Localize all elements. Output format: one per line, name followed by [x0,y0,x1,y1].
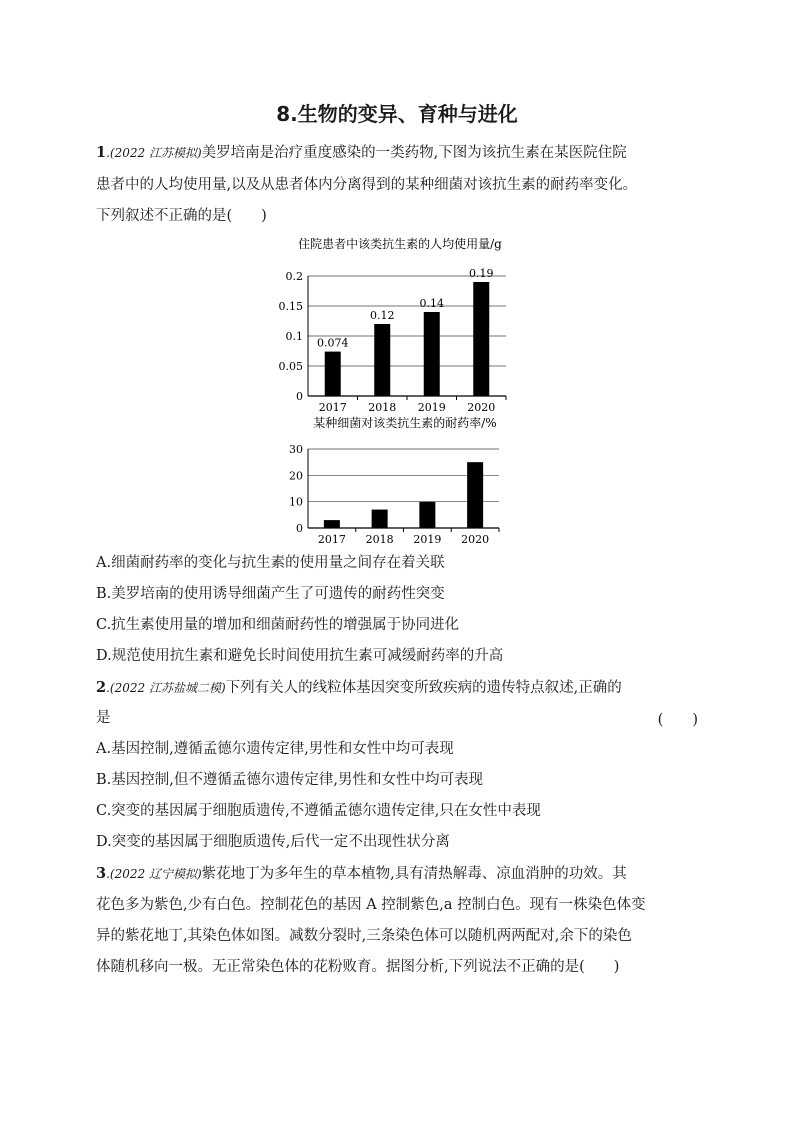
q2-line-1 [96,678,622,698]
chart2-xtick-label: 2019 [413,533,442,546]
q2-stem-1: 下列有关人的线粒体基因突变所致疾病的遗传特点叙述,正确的 [225,680,622,696]
q2-source: .(2022 江苏盐城二模) [106,681,226,695]
chart1-xtick-label: 2019 [417,401,446,414]
chart2-xtick-label: 2018 [365,533,394,546]
chart2-ytick-label: 20 [289,469,303,483]
q1-option-c: C.抗生素使用量的增加和细菌耐药性的增强属于协同进化 [96,617,460,633]
chart2-xtick-label: 2017 [317,533,346,546]
chart2-bar [324,520,340,528]
page-title: 8.生物的变异、育种与进化 [276,102,518,126]
q2-option-d: D.突变的基因属于细胞质遗传,后代一定不出现性状分离 [96,834,450,850]
q1-option-d: D.规范使用抗生素和避免长时间使用抗生素可减缓耐药率的升高 [96,648,504,664]
chart2-bar [419,502,435,528]
chart1-xtick-label: 2020 [467,401,496,414]
chart1-ytick-label: 0.15 [278,300,303,313]
chart1-ytick-label: 0.05 [278,360,303,373]
usage-bar-chart [270,230,540,415]
q3-stem-4: 体随机移向一极。无正常染色体的花粉败育。据图分析,下列说法不正确的是( ) [96,959,620,975]
q1-stem-2: 患者中的人均使用量,以及从患者体内分离得到的某种细菌对该抗生素的耐药率变化。 [96,177,638,193]
chart2-bar [467,462,483,528]
q3-line-1 [96,864,627,884]
chart1-data-label: 0.19 [469,267,494,280]
q2-number: 2 [96,679,107,696]
q1-option-b: B.美罗培南的使用诱导细菌产生了可遗传的耐药性突变 [96,586,445,602]
chart1-bar [473,282,489,396]
q1-line-1 [96,143,627,163]
q2-option-b: B.基因控制,但不遵循孟德尔遗传定律,男性和女性中均可表现 [96,772,483,788]
q2-option-c: C.突变的基因属于细胞质遗传,不遵循孟德尔遗传定律,只在女性中表现 [96,803,541,819]
chart1-bar [325,352,341,396]
q3-source: .(2022 辽宁模拟) [106,867,202,881]
q1-stem-3: 下列叙述不正确的是( ) [96,208,267,224]
chart1-data-label: 0.074 [317,336,349,350]
chart1-ytick-label: 0 [296,390,303,403]
q2-answer-paren: ( ) [657,712,698,728]
chart1-bar [374,324,390,396]
q1-stem-1: 美罗培南是治疗重度感染的一类药物,下图为该抗生素在某医院住院 [201,145,627,161]
chart1-xtick-label: 2018 [368,401,397,414]
chart1-ytick-label: 0.1 [285,330,303,343]
q1-source: .(2022 江苏模拟) [106,146,202,160]
chart1-ytick-label: 0.2 [285,270,303,283]
q2-option-a: A.基因控制,遵循孟德尔遗传定律,男性和女性中均可表现 [96,741,454,757]
q3-stem-2: 花色多为紫色,少有白色。控制花色的基因 A 控制紫色,a 控制白色。现有一株染色体变 [96,897,646,913]
q3-stem-1: 紫花地丁为多年生的草本植物,具有清热解毒、凉血消肿的功效。其 [201,866,627,882]
chart2-bar [372,510,388,528]
chart2-xtick-label: 2020 [461,533,490,546]
chart1-data-label: 0.14 [419,297,444,310]
chart1-xtick-label: 2017 [318,401,347,414]
q1-option-a: A.细菌耐药率的变化与抗生素的使用量之间存在着关联 [96,555,445,571]
chart1-data-label: 0.12 [370,309,395,322]
q2-stem-2: 是 [96,710,111,726]
chart1-bar [424,312,440,396]
chart2-ytick-label: 30 [289,443,303,456]
chart2-ytick-label: 0 [296,522,303,535]
q1-number: 1 [96,144,107,161]
resistance-bar-chart [270,413,540,548]
chart2-title: 某种细菌对该类抗生素的耐药率/% [313,416,497,430]
q3-stem-3: 异的紫花地丁,其染色体如图。减数分裂时,三条染色体可以随机两两配对,余下的染色 [96,928,632,944]
chart1-title: 住院患者中该类抗生素的人均使用量/g [298,237,502,251]
q3-number: 3 [96,865,107,882]
chart2-ytick-label: 10 [289,495,303,509]
